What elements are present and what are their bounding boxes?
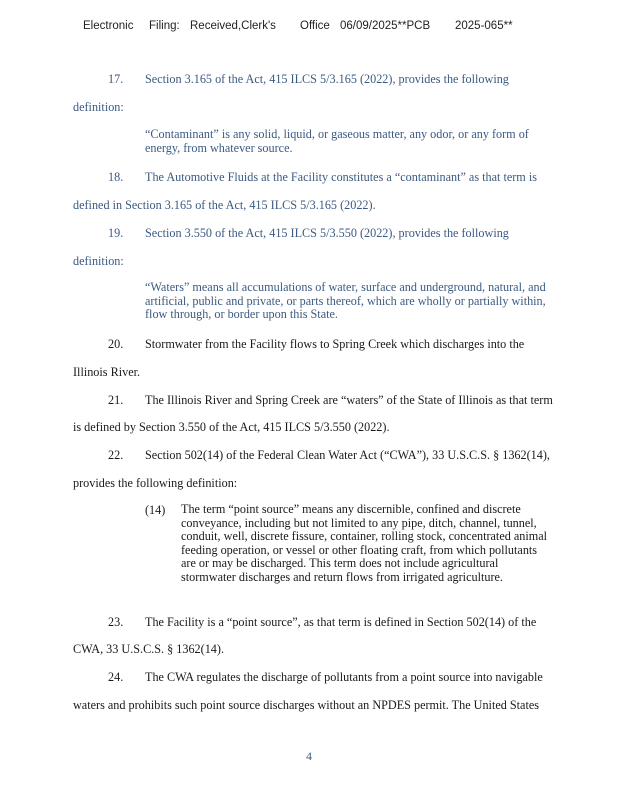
paragraph-text: waters and prohibits such point source discharges without an NPDES permit. The United States (73, 698, 539, 712)
paragraph-number: 19. (108, 226, 124, 240)
paragraph-number: 18. (108, 170, 124, 184)
block-quote: The term “point source” means any discernible, confined and discrete conveyance, including but not limited to any pipe, ditch, channel, tunnel, conduit, well, discrete fissure, container, rolling stock, concentrated animal feeding operation, or vessel or other floating craft, from which pollutants are or may be discharged. This term does not include agricultural stormwater discharges and return flows from irrigated agriculture. (181, 502, 548, 584)
paragraph-number: 20. (108, 337, 124, 351)
paragraph-text: defined in Section 3.165 of the Act, 415 ILCS 5/3.165 (2022). (73, 198, 376, 212)
paragraph-text: definition: (73, 254, 124, 268)
paragraph-text: The Automotive Fluids at the Facility constitutes a “contaminant” as that term is (145, 170, 537, 184)
paragraph-text: Stormwater from the Facility flows to Spring Creek which discharges into the (145, 337, 525, 351)
header-filing: Filing: (149, 20, 180, 32)
paragraph-text: CWA, 33 U.S.C.S. § 1362(14). (73, 642, 224, 656)
block-quote: “Contaminant” is any solid, liquid, or gaseous matter, any odor, or any form of energy, from whatever source. (145, 127, 529, 155)
header-case: 2025-065** (455, 20, 513, 32)
paragraph-text: The Facility is a “point source”, as that term is defined in Section 502(14) of the (145, 615, 537, 629)
block-quote: “Waters” means all accumulations of water, surface and underground, natural, and artificial, public and private, or parts thereof, which are wholly or partially within, flow through, or border upon this State. (145, 280, 546, 322)
subsection-number: (14) (145, 503, 166, 517)
header-date: 06/09/2025**PCB (340, 20, 431, 32)
paragraph-text: Section 3.550 of the Act, 415 ILCS 5/3.550 (2022), provides the following (145, 226, 509, 240)
paragraph-number: 21. (108, 393, 124, 407)
header-electronic: Electronic (83, 20, 134, 32)
paragraph-number: 23. (108, 615, 124, 629)
paragraph-text: Section 3.165 of the Act, 415 ILCS 5/3.165 (2022), provides the following (145, 72, 509, 86)
paragraph-text: definition: (73, 100, 124, 114)
header-office: Office (300, 20, 330, 32)
paragraph-number: 22. (108, 448, 124, 462)
paragraph-text: Illinois River. (73, 365, 141, 379)
paragraph-text: The Illinois River and Spring Creek are “waters” of the State of Illinois as that term (145, 393, 553, 407)
paragraph-text: provides the following definition: (73, 476, 238, 490)
filing-header (0, 20, 618, 36)
page-number: 4 (306, 749, 312, 763)
paragraph-text: The CWA regulates the discharge of pollutants from a point source into navigable (145, 670, 543, 684)
header-received: Received,Clerk's (190, 20, 276, 32)
paragraph-text: Section 502(14) of the Federal Clean Water Act (“CWA”), 33 U.S.C.S. § 1362(14), (145, 448, 550, 462)
paragraph-number: 17. (108, 72, 124, 86)
paragraph-text: is defined by Section 3.550 of the Act, 415 ILCS 5/3.550 (2022). (73, 420, 390, 434)
paragraph-number: 24. (108, 670, 124, 684)
